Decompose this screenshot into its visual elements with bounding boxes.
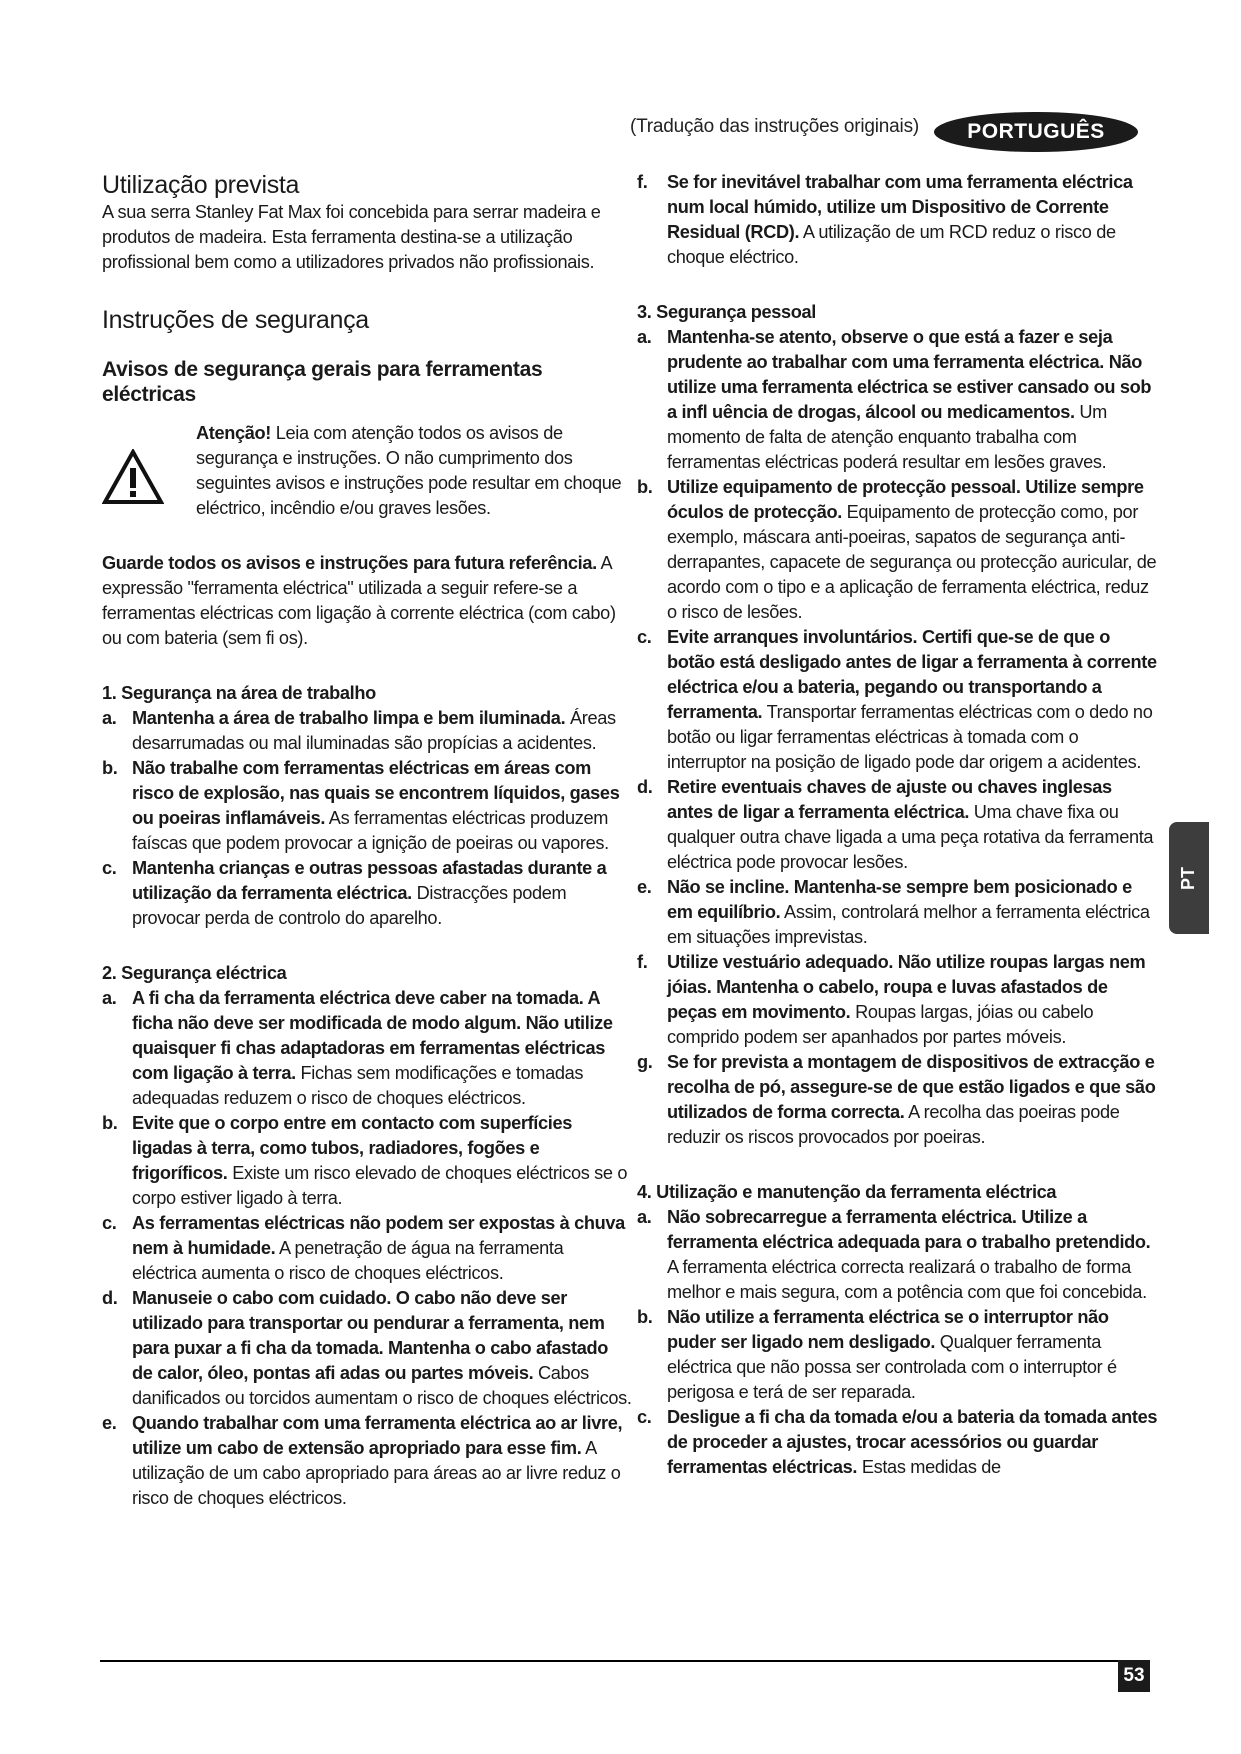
- item-text: Fichas sem modificações e tomadas adequadas reduzem o risco de choques eléctricos.: [132, 1063, 584, 1108]
- warning-bold: Atenção!: [196, 423, 272, 443]
- warning-triangle-icon: [102, 421, 194, 521]
- list-item: [637, 950, 1162, 1050]
- list-item: [102, 1286, 632, 1411]
- list-item: [637, 1305, 1162, 1405]
- warning-paragraph: [196, 421, 632, 521]
- item-text: Roupas largas, jóias ou cabelo comprido podem ser apanhados por partes móveis.: [667, 1002, 1094, 1047]
- language-side-tab: [1169, 822, 1209, 934]
- left-column: [102, 170, 632, 1511]
- item-text: Equipamento de protecção como, por exemplo, máscara anti-poeiras, sapatos de segurança anti-derrapantes, capacete de segurança ou protecção auricular, de acordo com o tipo e a aplicação de ferramenta eléctrica, reduz o risco de lesões.: [667, 502, 1157, 622]
- item-label: c.: [102, 1213, 117, 1233]
- item-bold: A fi cha da ferramenta eléctrica deve caber na tomada. A ficha não deve ser modificada de modo algum. Não utilize quaisquer fi chas adaptadoras em ferramentas eléctricas com ligação à terra.: [132, 988, 613, 1083]
- list-item: [102, 986, 632, 1111]
- list-item: [637, 875, 1162, 950]
- item-bold: Evite arranques involuntários. Certifi que-se de que o botão está desligado antes de ligar a ferramenta à corrente eléctrica e/ou a bateria, pegando ou transportando a ferramenta.: [667, 627, 1157, 722]
- item-text: Estas medidas de: [857, 1457, 1001, 1477]
- item-bold: Quando trabalhar com uma ferramenta eléctrica ao ar livre, utilize um cabo de extensão apropriado para esse fim.: [132, 1413, 623, 1458]
- item-label: a.: [637, 327, 652, 347]
- item-bold: Utilize vestuário adequado. Não utilize roupas largas nem jóias. Mantenha o cabelo, roupa e luvas afastados de peças em movimento.: [667, 952, 1146, 1022]
- list-item: [637, 325, 1162, 475]
- item-label: a.: [637, 1207, 652, 1227]
- item-text: A utilização de um RCD reduz o risco de choque eléctrico.: [667, 222, 1116, 267]
- keep-instructions: [102, 551, 632, 651]
- item-label: e.: [637, 877, 652, 897]
- item-label: e.: [102, 1413, 117, 1433]
- section-1-title: 1. Segurança na área de trabalho: [102, 683, 376, 703]
- item-label: a.: [102, 708, 117, 728]
- section-2-title: 2. Segurança eléctrica: [102, 963, 287, 983]
- footer-rule: [100, 1660, 1120, 1662]
- item-bold: Utilize equipamento de protecção pessoal. Utilize sempre óculos de protecção.: [667, 477, 1144, 522]
- list-item: [637, 1050, 1162, 1150]
- list-item: [637, 170, 1162, 270]
- item-label: d.: [637, 777, 653, 797]
- list-item: [102, 856, 632, 931]
- item-text: A utilização de um cabo apropriado para áreas ao ar livre reduz o risco de choques eléctricos.: [132, 1438, 621, 1508]
- item-label: a.: [102, 988, 117, 1008]
- keep-bold: Guarde todos os avisos e instruções para futura referência.: [102, 553, 597, 573]
- list-item: [637, 1205, 1162, 1305]
- keep-text: A expressão "ferramenta eléctrica" utilizada a seguir refere-se a ferramentas eléctricas com ligação à corrente eléctrica (com cabo) ou com bateria (sem fi os).: [102, 553, 616, 648]
- item-bold: Evite que o corpo entre em contacto com superfícies ligadas à terra, como tubos, radiadores, fogões e frigoríficos.: [132, 1113, 572, 1183]
- warning-text: Leia com atenção todos os avisos de segurança e instruções. O não cumprimento dos seguintes avisos e instruções pode resultar em choque eléctrico, incêndio e/ou graves lesões.: [196, 423, 622, 518]
- item-bold: Se for prevista a montagem de dispositivos de extracção e recolha de pó, assegure-se de que estão ligados e que são utilizados de forma correcta.: [667, 1052, 1156, 1122]
- intended-use-title: Utilização prevista: [102, 171, 300, 199]
- item-text: A recolha das poeiras pode reduzir os riscos provocados por poeiras.: [667, 1102, 1120, 1147]
- item-text: Uma chave fixa ou qualquer outra chave ligada a uma peça rotativa da ferramenta eléctrica pode provocar lesões.: [667, 802, 1154, 872]
- item-label: c.: [637, 1407, 652, 1427]
- item-bold: Se for inevitável trabalhar com uma ferramenta eléctrica num local húmido, utilize um Dispositivo de Corrente Residual (RCD).: [667, 172, 1133, 242]
- list-item: [102, 1111, 632, 1211]
- list-item: [102, 706, 632, 756]
- item-label: g.: [637, 1052, 653, 1072]
- item-label: c.: [637, 627, 652, 647]
- item-bold: Não sobrecarregue a ferramenta eléctrica. Utilize a ferramenta eléctrica adequada para o trabalho pretendido.: [667, 1207, 1151, 1252]
- item-label: c.: [102, 858, 117, 878]
- item-label: f.: [637, 952, 648, 972]
- item-label: b.: [637, 477, 653, 497]
- item-label: b.: [102, 1113, 118, 1133]
- warning-block: [102, 421, 632, 521]
- section-3-title: 3. Segurança pessoal: [637, 302, 817, 322]
- language-badge: [934, 112, 1138, 152]
- item-bold: Retire eventuais chaves de ajuste ou chaves inglesas antes de ligar a ferramenta eléctrica.: [667, 777, 1112, 822]
- item-bold: Mantenha crianças e outras pessoas afastadas durante a utilização da ferramenta eléctrica.: [132, 858, 607, 903]
- item-bold: Não se incline. Mantenha-se sempre bem posicionado e em equilíbrio.: [667, 877, 1132, 922]
- language-label: PORTUGUÊS: [967, 120, 1105, 143]
- safety-title: Instruções de segurança: [102, 306, 369, 334]
- list-item: [102, 1211, 632, 1286]
- page-number: 53: [1118, 1660, 1150, 1692]
- list-item: [102, 756, 632, 856]
- item-text: Assim, controlará melhor a ferramenta eléctrica em situações imprevistas.: [667, 902, 1150, 947]
- item-label: f.: [637, 172, 648, 192]
- section-4-title: 4. Utilização e manutenção da ferramenta eléctrica: [637, 1182, 1057, 1202]
- item-bold: Desligue a fi cha da tomada e/ou a bateria da tomada antes de proceder a ajustes, trocar acessórios ou guardar ferramentas eléctricas.: [667, 1407, 1158, 1477]
- item-bold: Manuseie o cabo com cuidado. O cabo não deve ser utilizado para transportar ou pendurar a ferramenta, nem para puxar a fi cha da tomada. Mantenha o cabo afastado de calor, óleo, pontas afi adas ou partes móveis.: [132, 1288, 608, 1383]
- item-bold: Não trabalhe com ferramentas eléctricas em áreas com risco de explosão, nas quais se encontrem líquidos, gases ou poeiras inflamáveis.: [132, 758, 620, 828]
- item-bold: Não utilize a ferramenta eléctrica se o interruptor não puder ser ligado nem desligado.: [667, 1307, 1109, 1352]
- item-text: As ferramentas eléctricas produzem faíscas que podem provocar a ignição de poeiras ou vapores.: [132, 808, 609, 853]
- item-text: Um momento de falta de atenção enquanto trabalha com ferramentas eléctricas poderá resultar em lesões graves.: [667, 402, 1107, 472]
- item-label: b.: [102, 758, 118, 778]
- item-bold: Mantenha a área de trabalho limpa e bem iluminada.: [132, 708, 566, 728]
- general-warnings-title: Avisos de segurança gerais para ferramentas eléctricas: [102, 358, 543, 406]
- item-text: Áreas desarrumadas ou mal iluminadas são propícias a acidentes.: [132, 708, 616, 753]
- item-text: Transportar ferramentas eléctricas com o dedo no botão ou ligar ferramentas eléctricas à tomada com o interruptor na posição de ligado pode dar origem a acidentes.: [667, 702, 1153, 772]
- item-label: d.: [102, 1288, 118, 1308]
- list-item: [637, 475, 1162, 625]
- item-text: Existe um risco elevado de choques eléctricos se o corpo estiver ligado à terra.: [132, 1163, 628, 1208]
- item-text: Cabos danificados ou torcidos aumentam o risco de choques eléctricos.: [132, 1363, 632, 1408]
- list-item: [637, 625, 1162, 775]
- item-text: A penetração de água na ferramenta eléctrica aumenta o risco de choques eléctricos.: [132, 1238, 564, 1283]
- item-text: Distracções podem provocar perda de controlo do aparelho.: [132, 883, 567, 928]
- list-item: [637, 1405, 1162, 1480]
- intended-use-text: A sua serra Stanley Fat Max foi concebida para serrar madeira e produtos de madeira. Esta ferramenta destina-se a utilização profissional bem como a utilizadores privados não profissionais.: [102, 202, 601, 272]
- item-bold: As ferramentas eléctricas não podem ser expostas à chuva nem à humidade.: [132, 1213, 625, 1258]
- item-text: A ferramenta eléctrica correcta realizará o trabalho de forma melhor e mais segura, com a potência com que foi concebida.: [667, 1257, 1147, 1302]
- right-column: [637, 170, 1162, 1480]
- item-label: b.: [637, 1307, 653, 1327]
- list-item: [637, 775, 1162, 875]
- item-text: Qualquer ferramenta eléctrica que não possa ser controlada com o interruptor é perigosa e terá de ser reparada.: [667, 1332, 1117, 1402]
- side-tab-label: PT: [1178, 866, 1199, 890]
- list-item: [102, 1411, 632, 1511]
- translation-note: (Tradução das instruções originais): [629, 116, 919, 137]
- item-bold: Mantenha-se atento, observe o que está a fazer e seja prudente ao trabalhar com uma ferramenta eléctrica. Não utilize uma ferramenta eléctrica se estiver cansado ou sob a infl uência de drogas, álcool ou medicamentos.: [667, 327, 1152, 422]
